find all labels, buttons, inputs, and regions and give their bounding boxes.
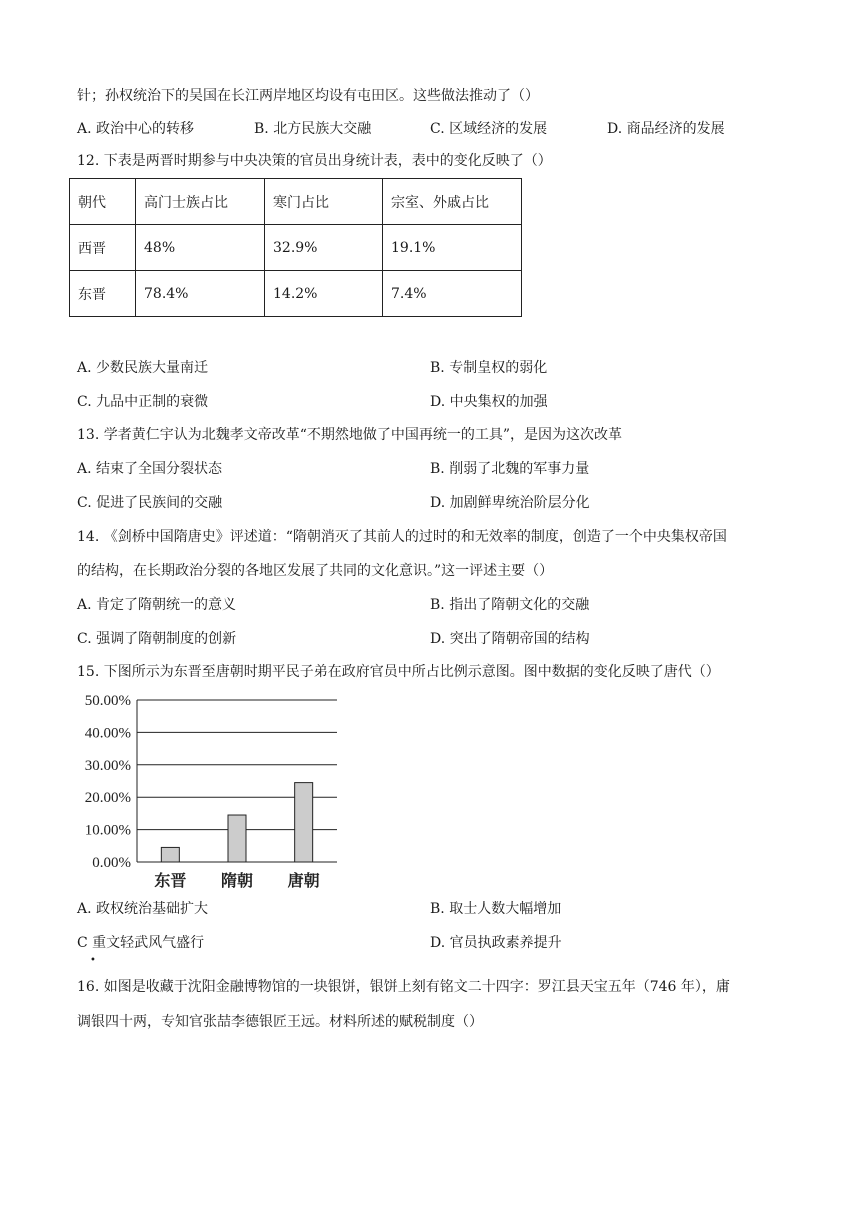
q15-option-b[interactable]: B. 取士人数大幅增加 bbox=[430, 901, 562, 917]
table-header-cell: 朝代 bbox=[70, 179, 136, 225]
q15-option-c[interactable]: C 重文轻武风气盛行 bbox=[77, 935, 205, 951]
q14-option-a[interactable]: A. 肯定了隋朝统一的意义 bbox=[77, 597, 237, 613]
table-cell: 19.1% bbox=[383, 225, 522, 271]
table-cell: 14.2% bbox=[265, 271, 383, 317]
x-category-label: 东晋 bbox=[154, 871, 187, 890]
q14-option-b[interactable]: B. 指出了隋朝文化的交融 bbox=[430, 597, 590, 613]
q15-option-a[interactable]: A. 政权统治基础扩大 bbox=[77, 901, 209, 917]
bar bbox=[295, 783, 313, 862]
q16-stem-line2: 调银四十两，专知官张喆李德银匠王远。材料所述的赋税制度（） bbox=[77, 1014, 483, 1030]
stray-dot: • bbox=[90, 955, 96, 966]
table-header-cell: 高门士族占比 bbox=[136, 179, 265, 225]
q14-stem-line1: 14. 《剑桥中国隋唐史》评述道：“隋朝消灭了其前人的过时的和无效率的制度，创造了一个中央集权帝国 bbox=[77, 529, 727, 545]
q12-option-a[interactable]: A. 少数民族大量南迁 bbox=[77, 360, 209, 376]
table-cell: 32.9% bbox=[265, 225, 383, 271]
q11-option-b[interactable]: B. 北方民族大交融 bbox=[254, 121, 372, 137]
q15-stem: 15. 下图所示为东晋至唐朝时期平民子弟在政府官员中所占比例示意图。图中数据的变化反映了唐代（） bbox=[77, 664, 720, 680]
table-cell: 7.4% bbox=[383, 271, 522, 317]
q14-stem-line2: 的结构，在长期政治分裂的各地区发展了共同的文化意识。”这一评述主要（） bbox=[77, 563, 554, 579]
y-tick-label: 20.00% bbox=[84, 790, 131, 807]
table-header-cell: 宗室、外戚占比 bbox=[383, 179, 522, 225]
q13-option-b[interactable]: B. 削弱了北魏的军事力量 bbox=[430, 461, 590, 477]
q13-stem: 13. 学者黄仁宇认为北魏孝文帝改革“不期然地做了中国再统一的工具”，是因为这次改革 bbox=[77, 427, 623, 443]
q14-option-c[interactable]: C. 强调了隋朝制度的创新 bbox=[77, 631, 237, 647]
table-cell: 西晋 bbox=[70, 225, 136, 271]
table-header-cell: 寒门占比 bbox=[265, 179, 383, 225]
bar bbox=[161, 847, 179, 862]
y-tick-label: 40.00% bbox=[84, 725, 131, 742]
q13-option-d[interactable]: D. 加剧鲜卑统治阶层分化 bbox=[430, 495, 590, 511]
q16-stem-line1: 16. 如图是收藏于沈阳金融博物馆的一块银饼，银饼上刻有铭文二十四字：罗江县天宝五年（746 年），庸 bbox=[77, 979, 730, 995]
table-cell: 78.4% bbox=[136, 271, 265, 317]
table-header-row bbox=[70, 179, 522, 225]
q12-option-b[interactable]: B. 专制皇权的弱化 bbox=[430, 360, 548, 376]
y-tick-label: 10.00% bbox=[84, 822, 131, 839]
q15-bar-chart bbox=[75, 690, 345, 890]
q14-option-d[interactable]: D. 突出了隋朝帝国的结构 bbox=[430, 631, 590, 647]
table-row bbox=[70, 225, 522, 271]
q12-option-d[interactable]: D. 中央集权的加强 bbox=[430, 394, 548, 410]
table-cell: 48% bbox=[136, 225, 265, 271]
x-category-label: 隋朝 bbox=[220, 871, 254, 890]
q11-option-d[interactable]: D. 商品经济的发展 bbox=[607, 121, 725, 137]
table-row bbox=[70, 271, 522, 317]
q11-stem-tail: 针；孙权统治下的吴国在长江两岸地区均设有屯田区。这些做法推动了（） bbox=[77, 88, 539, 104]
q12-table bbox=[69, 178, 522, 317]
q12-stem: 12. 下表是两晋时期参与中央决策的官员出身统计表，表中的变化反映了（） bbox=[77, 153, 552, 169]
table-cell: 东晋 bbox=[70, 271, 136, 317]
y-tick-label: 0.00% bbox=[92, 855, 131, 871]
x-category-label: 唐朝 bbox=[287, 871, 320, 890]
bar bbox=[228, 815, 246, 862]
q15-option-d[interactable]: D. 官员执政素养提升 bbox=[430, 935, 562, 951]
q11-option-c[interactable]: C. 区域经济的发展 bbox=[430, 121, 548, 137]
q11-option-a[interactable]: A. 政治中心的转移 bbox=[77, 121, 195, 137]
q13-option-a[interactable]: A. 结束了全国分裂状态 bbox=[77, 461, 223, 477]
y-tick-label: 50.00% bbox=[84, 693, 131, 709]
q12-option-c[interactable]: C. 九品中正制的衰微 bbox=[77, 394, 209, 410]
y-tick-label: 30.00% bbox=[84, 757, 131, 774]
q13-option-c[interactable]: C. 促进了民族间的交融 bbox=[77, 495, 223, 511]
